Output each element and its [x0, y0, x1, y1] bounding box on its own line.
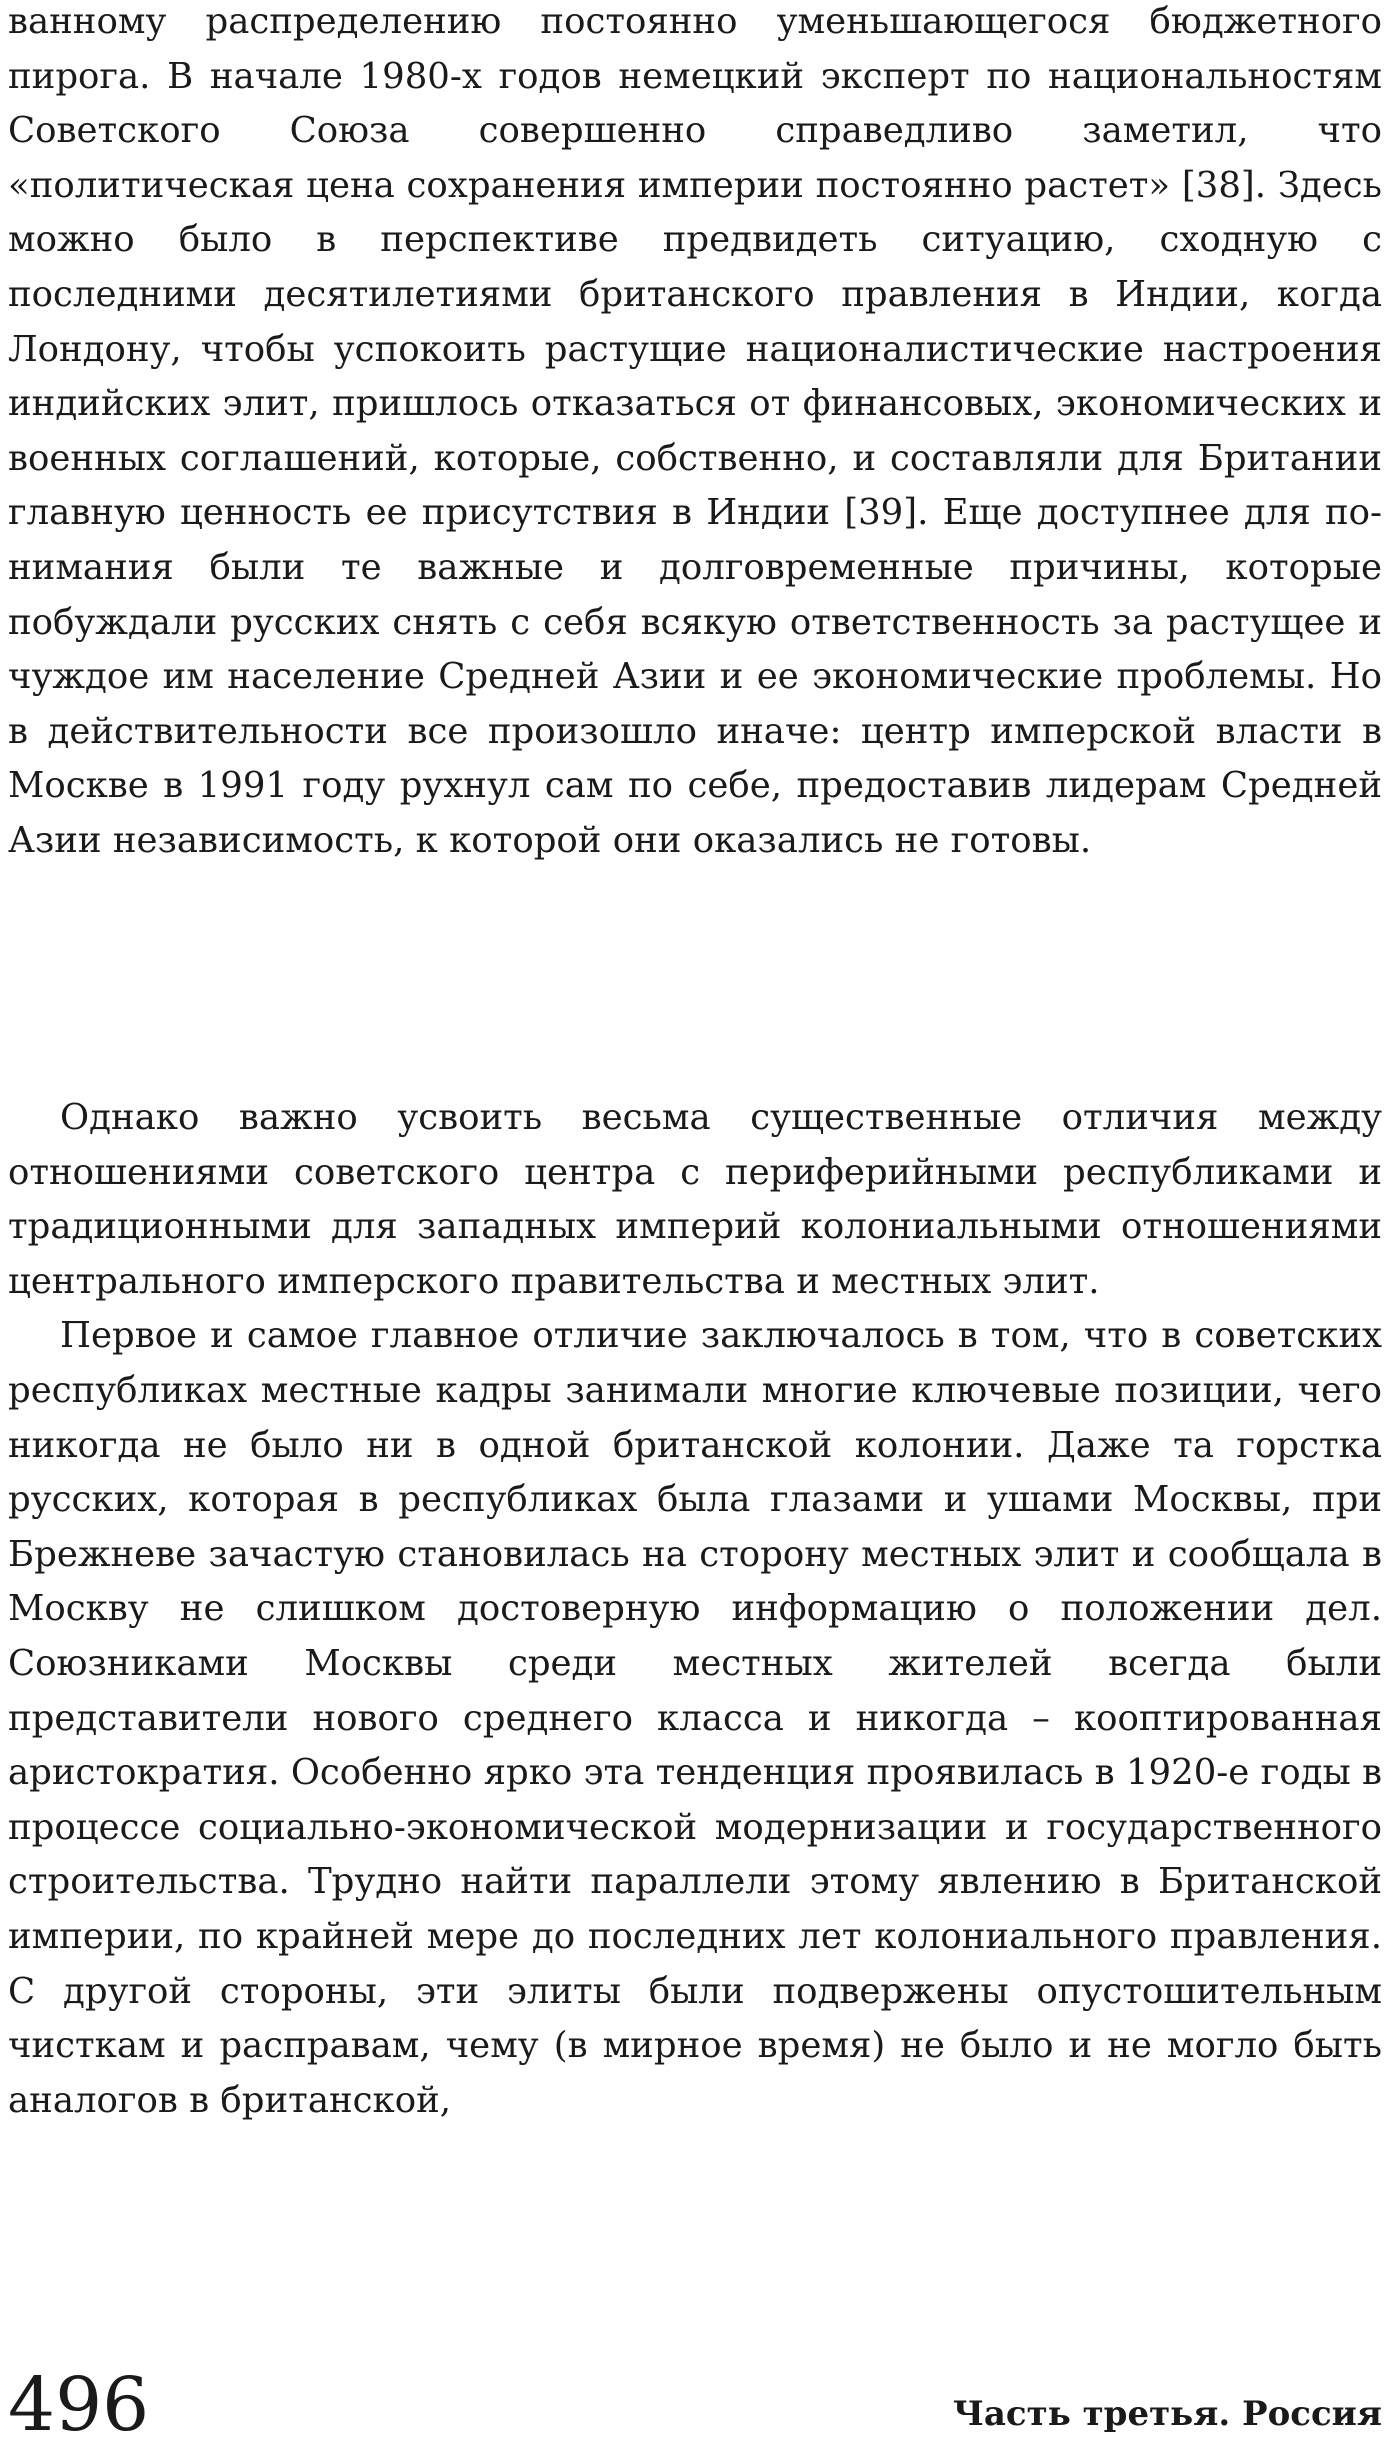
paragraph-continuation: ванному распределению постоянно уменьшающегося бюджетного пирога. В начале 1980-х годов немецкий эксперт по национальностям Советского Союза совершенно справедливо заметил, что «политическая цена сохранения империи постоянно растет» [38]. Здесь можно было в перспективе предвидеть ситуацию, сходную с последними десятилетиями британского правления в Индии, когда Лондону, чтобы успокоить растущие националистические настроения индийских элит, пришлось отказаться от финансовых, экономических и военных соглашений, которые, собственно, и составляли для Британии главную ценность ее присутствия в Индии [39]. Еще доступнее для понимания были те важные и долговременные причины, которые побуждали русских снять с себя всякую ответственность за растущее и чуждое им население Средней Азии и ее экономические проблемы. Но в действительности все произошло иначе: центр имперской власти в Москве в 1991 году рухнул сам по себе, предоставив лидерам Средней Азии независимость, к которой они оказались не готовы. — [8, 1, 1382, 861]
running-head: Часть третья. Россия — [952, 2394, 1382, 2434]
paragraph: Однако важно усвоить весьма существенные отличия между отношениями советского центра с периферийными республиками и традиционными для западных империй колониальными отношениями центрального имперского правительства и местных элит. — [8, 1097, 1382, 1302]
text-block-top — [8, 0, 1382, 869]
page-footer — [8, 2350, 1382, 2460]
page-number: 496 — [8, 2362, 150, 2448]
paragraph: Первое и самое главное отличие заключалось в том, что в советских республиках местные кадры занимали многие ключевые позиции, чего никогда не было ни в одной британской колонии. Даже та горстка русских, которая в республиках была глазами и ушами Москвы, при Брежневе зачастую становилась на сторону местных элит и сообщала в Москву не слишком достоверную информацию о положении дел. Союзниками Москвы среди местных жителей всегда были представители нового среднего класса и никогда – кооптированная аристократия. Особенно ярко эта тенденция проявилась в 1920-е годы в процессе социально-экономической модернизации и государственного строительства. Трудно найти параллели этому явлению в Британской империи, по крайней мере до последних лет колониального правления. С другой стороны, эти элиты были подвержены опустошительным чисткам и расправам, чему (в мирное время) не было и не могло быть аналогов в британской, — [8, 1315, 1382, 2121]
text-block-bottom — [8, 1091, 1382, 2128]
